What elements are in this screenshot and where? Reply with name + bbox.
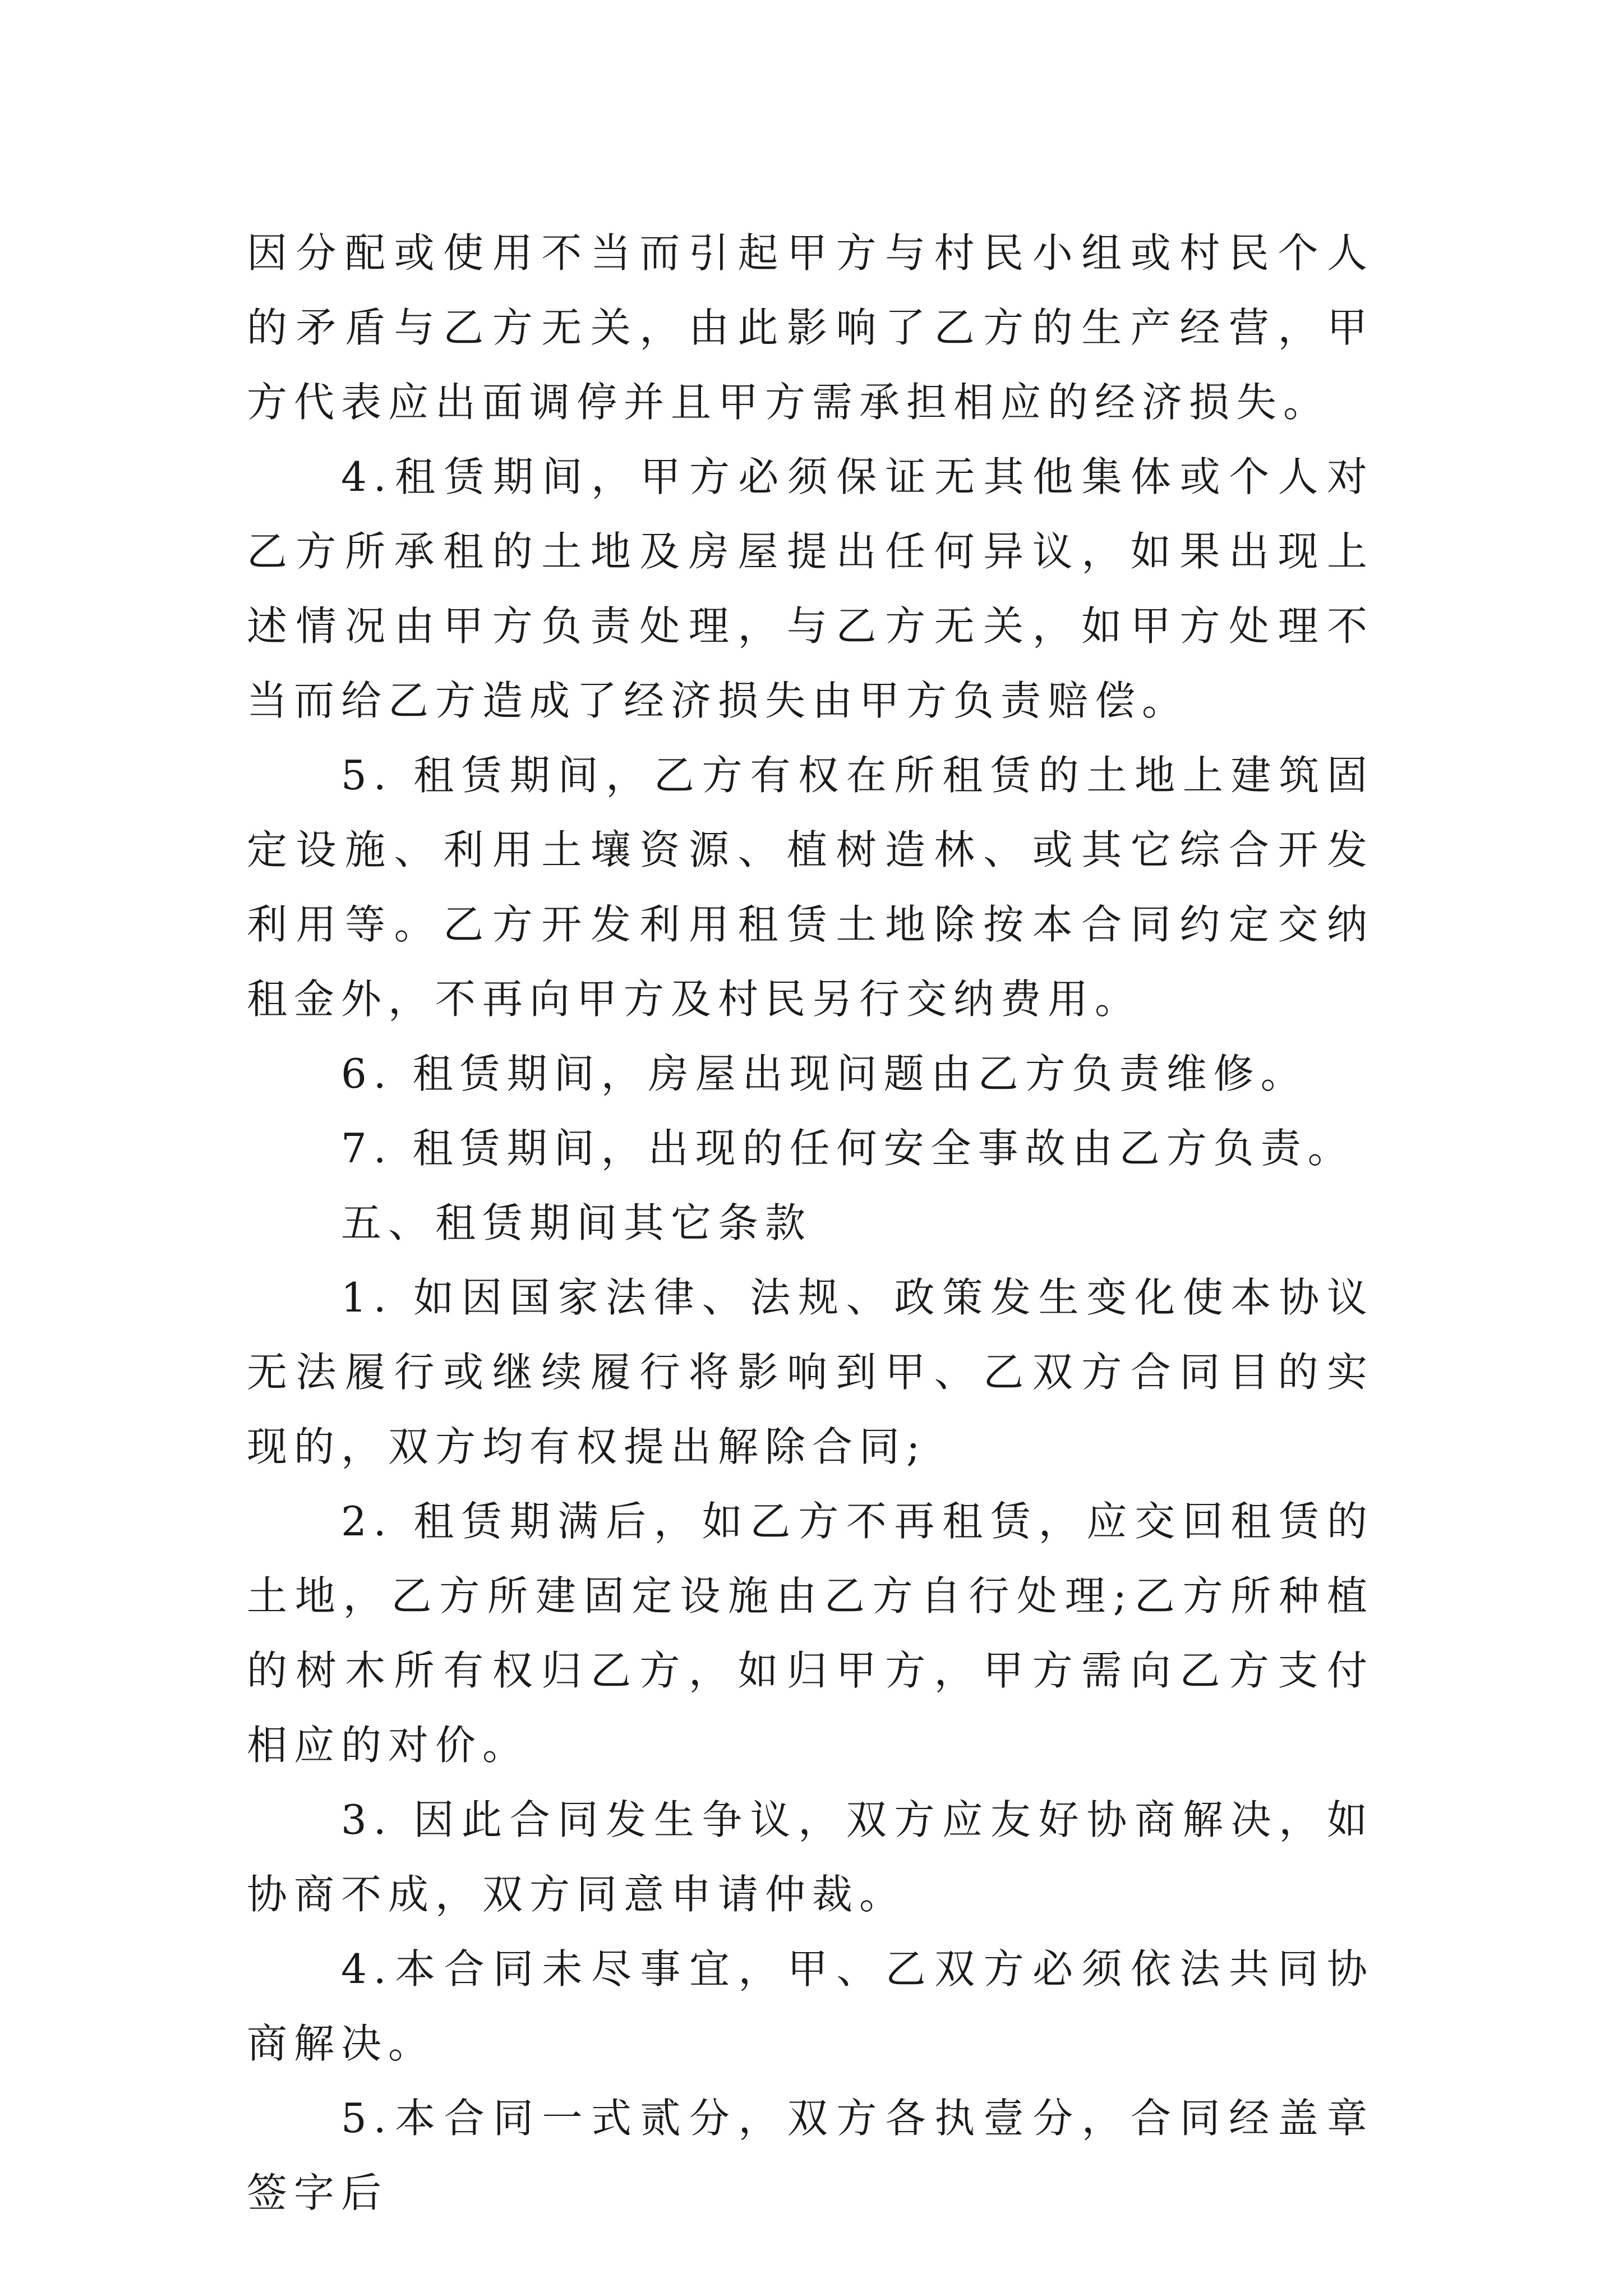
clause-5-development-rights: 5. 租赁期间，乙方有权在所租赁的土地上建筑固定设施、利用土壤资源、植树造林、或其它综合开发利用等。乙方开发利用租赁土地除按本合同约定交纳租金外，不再向甲方及村民另行交纳费用。 bbox=[247, 752, 1374, 1023]
other-term-3-dispute: 3. 因此合同发生争议，双方应友好协商解决，如协商不成，双方同意申请仲裁。 bbox=[247, 1796, 1374, 1918]
other-term-4-matters: 4.本合同未尽事宜，甲、乙双方必须依法共同协商解决。 bbox=[247, 1945, 1374, 2067]
section-heading-other-terms: 五、租赁期间其它条款 bbox=[341, 1199, 813, 1246]
clause-6-house-repair: 6. 租赁期间，房屋出现问题由乙方负责维修。 bbox=[341, 1050, 1308, 1097]
other-term-1-termination: 1. 如因国家法律、法规、政策发生变化使本协议无法履行或继续履行将影响到甲、乙双方合同目的实现的，双方均有权提出解除合同; bbox=[247, 1274, 1374, 1470]
other-term-2-expiry: 2. 租赁期满后，如乙方不再租赁，应交回租赁的土地，乙方所建固定设施由乙方自行处理;乙方所种植的树木所有权归乙方，如归甲方，甲方需向乙方支付相应的对价。 bbox=[247, 1498, 1374, 1769]
clause-7-safety: 7. 租赁期间，出现的任何安全事故由乙方负责。 bbox=[341, 1125, 1355, 1172]
clause-4-no-dispute: 4.租赁期间，甲方必须保证无其他集体或个人对乙方所承租的土地及房屋提出任何异议，如果出现上述情况由甲方负责处理，与乙方无关，如甲方处理不当而给乙方造成了经济损失由甲方负责赔偿。 bbox=[247, 453, 1374, 724]
contract-body bbox=[247, 216, 1374, 2230]
paragraph-continuation: 因分配或使用不当而引起甲方与村民小组或村民个人的矛盾与乙方无关，由此影响了乙方的生产经营，甲方代表应出面调停并且甲方需承担相应的经济损失。 bbox=[247, 229, 1374, 426]
other-term-5-copies: 5.本合同一式贰分，双方各执壹分，合同经盖章签字后 bbox=[247, 2095, 1374, 2216]
